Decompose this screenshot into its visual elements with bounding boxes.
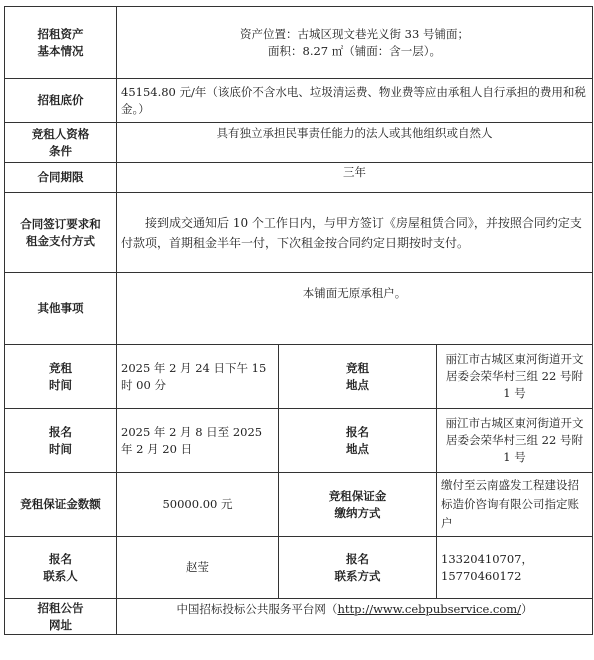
other-matters-value: 本铺面无原承租户。 [117,273,593,345]
contact-person-value: 赵莹 [117,537,279,599]
contract-requirements-label: 合同签订要求和 租金支付方式 [5,193,117,273]
contract-requirements-value: 接到成交通知后 10 个工作日内，与甲方签订《房屋租赁合同》，并按照合同约定支付款项，首期租金半年一付，下次租金按合同约定日期按时支付。 [117,193,593,273]
deposit-method-value: 缴付至云南盛发工程建设招标造价咨询有限公司指定账户 [437,473,593,537]
qualification-value: 具有独立承担民事责任能力的法人或其他组织或自然人 [117,123,593,163]
notice-site-label: 招租公告 网址 [5,599,117,635]
base-price-value: 45154.80 元/年（该底价不含水电、垃圾清运费、物业费等应由承租人自行承担的费用和税金。） [117,79,593,123]
row-contract-requirements [5,193,593,273]
notice-site-prefix: 中国招标投标公共服务平台网（ [176,602,338,616]
bid-time-value: 2025 年 2 月 24 日下午 15 时 00 分 [117,345,279,409]
row-deposit [5,473,593,537]
row-notice-site [5,599,593,635]
bid-time-label: 竞租 时间 [5,345,117,409]
contract-term-label: 合同期限 [5,163,117,193]
bid-notice-table [4,6,593,635]
notice-site-link[interactable]: http://www.cebpubservice.com/ [337,602,522,616]
signup-place-value: 丽江市古城区東河街道开文居委会荣华村三组 22 号附 1 号 [437,409,593,473]
base-price-label: 招租底价 [5,79,117,123]
qualification-label: 竞租人资格 条件 [5,123,117,163]
deposit-amount-label: 竞租保证金数额 [5,473,117,537]
deposit-amount-value: 50000.00 元 [117,473,279,537]
row-contract-term [5,163,593,193]
bid-place-label: 竞租 地点 [279,345,437,409]
row-asset-info [5,7,593,79]
signup-time-label: 报名 时间 [5,409,117,473]
asset-info-value: 资产位置：古城区现文巷光义街 33 号铺面； 面积：8.27 ㎡（铺面：含一层）。 [117,7,593,79]
row-bid-time [5,345,593,409]
asset-info-label: 招租资产 基本情况 [5,7,117,79]
contact-phone-value: 13320410707，15770460172 [437,537,593,599]
row-signup-time [5,409,593,473]
bid-place-value: 丽江市古城区東河街道开文居委会荣华村三组 22 号附 1 号 [437,345,593,409]
other-matters-label: 其他事项 [5,273,117,345]
signup-place-label: 报名 地点 [279,409,437,473]
row-base-price [5,79,593,123]
contact-phone-label: 报名 联系方式 [279,537,437,599]
deposit-method-label: 竞租保证金 缴纳方式 [279,473,437,537]
contract-term-value: 三年 [117,163,593,193]
signup-time-value: 2025 年 2 月 8 日至 2025 年 2 月 20 日 [117,409,279,473]
row-qualification [5,123,593,163]
notice-site-value [117,599,593,635]
row-contact [5,537,593,599]
notice-site-suffix: ） [521,602,533,616]
row-other-matters [5,273,593,345]
contact-person-label: 报名 联系人 [5,537,117,599]
